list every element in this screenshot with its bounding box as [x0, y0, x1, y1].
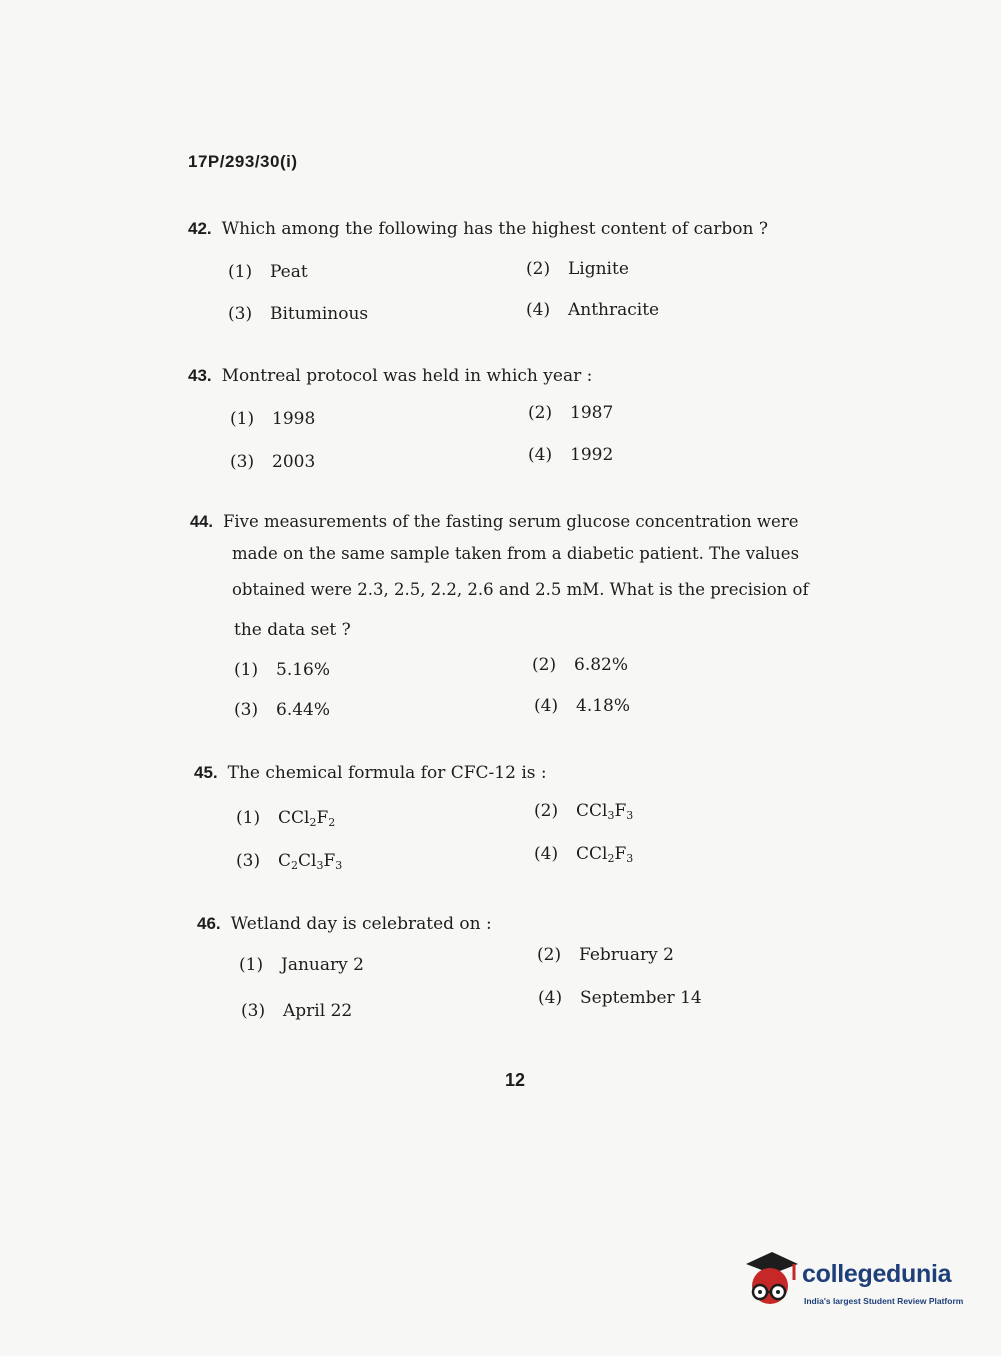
formula: CCl	[576, 844, 608, 864]
option-1: (1) 5.16%	[234, 660, 331, 680]
formula: CCl	[576, 801, 608, 821]
option-1: (1) 1998	[230, 409, 316, 429]
question-text: Which among the following has the highest content of carbon ?	[221, 219, 768, 239]
option-4: (4) Anthracite	[526, 300, 660, 320]
brand-name: collegedunia	[802, 1260, 952, 1288]
question-text: Montreal protocol was held in which year :	[221, 366, 593, 386]
option-4: (4) 1992	[528, 445, 614, 465]
mascot-icon	[742, 1250, 800, 1316]
brand-tagline: India's largest Student Review Platform	[804, 1296, 964, 1306]
question-text: Wetland day is celebrated on :	[230, 914, 492, 934]
formula: CCl	[278, 808, 310, 828]
option-3: (3) Bituminous	[228, 304, 369, 324]
question-text-line-2: made on the same sample taken from a diabetic patient. The values	[232, 544, 800, 563]
option-3: (3) $C_2Cl_3F_3$	[236, 851, 343, 872]
question-number: 43.	[188, 366, 212, 385]
paper-code: 17P/293/30(i)	[188, 152, 298, 171]
option-4: (4) September 14	[538, 988, 702, 1008]
question-number: 42.	[188, 219, 212, 238]
option-1: (1) Peat	[228, 262, 308, 282]
question-number: 44.	[190, 513, 213, 531]
option-3: (3) April 22	[241, 1001, 353, 1021]
question-text-line-4: the data set ?	[234, 620, 351, 640]
option-1: (1) $CCl_2F_2$	[236, 808, 336, 829]
question-number: 45.	[194, 763, 218, 782]
page-number: 12	[505, 1070, 526, 1090]
option-4: (4) 4.18%	[534, 696, 631, 716]
option-2: (2) Lignite	[526, 259, 629, 279]
option-2: (2) 6.82%	[532, 655, 629, 675]
collegedunia-logo	[742, 1250, 972, 1320]
option-3: (3) 6.44%	[234, 700, 331, 720]
option-3: (3) 2003	[230, 452, 316, 472]
option-2: (2) $CCl_3F_3$	[534, 801, 634, 822]
question-text: The chemical formula for CFC-12 is :	[227, 763, 547, 783]
formula: $C_2Cl_3F_3$	[278, 851, 343, 872]
option-2: (2) February 2	[537, 945, 674, 965]
option-1: (1) January 2	[239, 955, 364, 975]
question-text-line-3: obtained were 2.3, 2.5, 2.2, 2.6 and 2.5 mM. What is the precision of	[232, 580, 809, 599]
question-text-line-1: Five measurements of the fasting serum glucose concentration were	[222, 512, 799, 531]
option-2: (2) 1987	[528, 403, 614, 423]
question-number: 46.	[197, 914, 221, 933]
option-4: (4) $CCl_2F_3$	[534, 844, 634, 865]
